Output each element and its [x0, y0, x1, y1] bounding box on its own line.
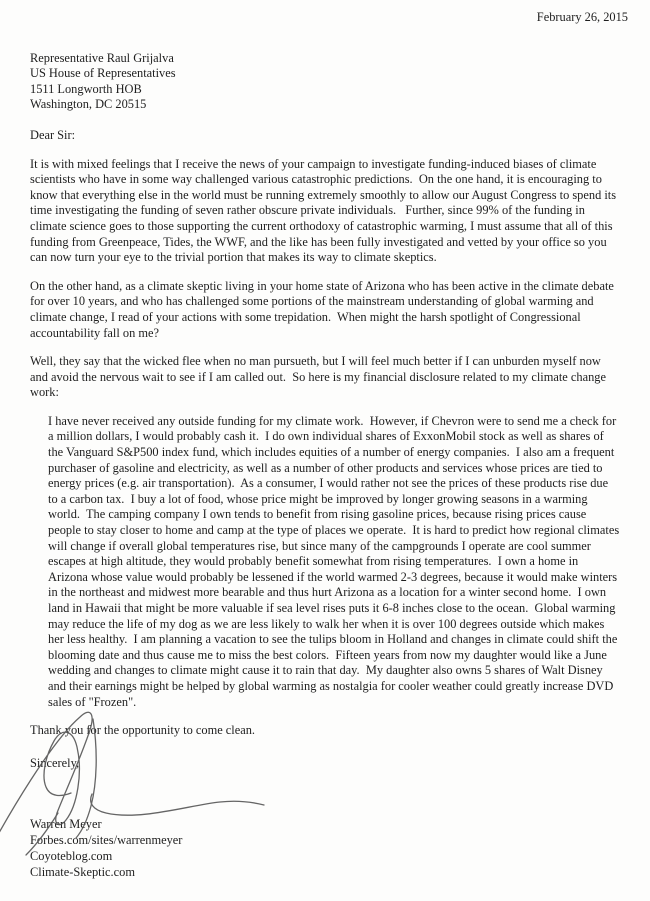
recipient-address-block — [30, 51, 650, 113]
body-paragraph-2: On the other hand, as a climate skeptic living in your home state of Arizona who has been active in the climate debate for over 10 years, and who has challenged some portions of the mainstream understanding of global warming and climate change, I read of your actions with some trepidation. When might the harsh spotlight of Congressional accountability fall on me? — [30, 278, 617, 340]
salutation: Dear Sir: — [30, 127, 76, 142]
letter-date: February 26, 2015 — [536, 10, 628, 24]
signer-link-climate-skeptic: Climate-Skeptic.com — [30, 864, 135, 879]
recipient-city: Washington, DC 20515 — [30, 97, 147, 112]
body-paragraph-1: It is with mixed feelings that I receive the news of your campaign to investigate funding-induced biases of climate scientists who have in some way challenged various catastrophic predictions. On the one hand, it is encouraging to know that everything else in the world must be running extremely smoothly to allow our August Congress to spend its time investigating the funding of seven rather obscure private individuals. Further, since 99% of the funding in climate science goes to those supporting the current orthodoxy of catastrophic warming, I must assume that all of this funding from Greenpeace, Tides, the WWF, and the like has been fully investigated and vetted by your office so you can now turn your eye to the trivial portion that makes its way to climate skeptics. — [30, 156, 620, 265]
recipient-street: 1511 Longworth HOB — [30, 81, 142, 96]
signer-link-coyoteblog: Coyoteblog.com — [30, 848, 113, 863]
letter-body — [0, 157, 650, 739]
recipient-name: Representative Raul Grijalva — [30, 50, 174, 65]
signer-name: Warren Meyer — [30, 817, 102, 832]
body-paragraph-3: Well, they say that the wicked flee when no man pursueth, but I will feel much better if I can unburden myself now and avoid the nervous wait to see if I am called out. So here is my financial disclosure related to my climate change work: — [30, 354, 610, 400]
signature-stroke-tail — [91, 794, 264, 815]
recipient-org: US House of Representatives — [30, 66, 176, 81]
closing-paragraph: Thank you for the opportunity to come clean. — [30, 723, 256, 738]
signer-link-forbes: Forbes.com/sites/warrenmeyer — [30, 833, 183, 848]
signer-block — [30, 817, 620, 880]
valediction: Sincerely, — [30, 755, 80, 770]
disclosure-paragraph: I have never received any outside funding for my climate work. However, if Chevron were to send me a check for a million dollars, I would probably cash it. I do own individual shares of ExxonMobil stock as well as shares of the Vanguard S&P500 index fund, which includes equities of a number of energy companies. I also am a frequent purchaser of gasoline and electricity, as well as a number of other products and services whose prices are tied to energy prices (e.g. air transportation). As a consumer, I would rather not see the prices of these products rise due to a carbon tax. I buy a lot of food, whose price might be improved by longer growing seasons in a warming world. The camping company I own tends to benefit from rising gasoline prices, because rising prices cause people to stay closer to home and camp at the type of places we operate. It is hard to predict how regional climates will change if overall global temperatures rise, but since many of the campgrounds I operate are cool summer escapes at high altitude, they would probably benefit somewhat from rising temperatures. I own a home in Arizona whose value would probably be lessened if the world warmed 2-3 degrees, because it would make winters in the northeast and midwest more bearable and thus hurt Arizona as a location for a winter second home. I own land in Hawaii that might be more valuable if sea level rises puts it 6-8 inches close to the ocean. Global warming may reduce the life of my dog as we are less likely to walk her when it is over 100 degrees outside which makes her less healthy. I am planning a vacation to see the tulips bloom in Holland and changes in climate could shift the blooming date and thus cause me to miss the best colors. Fifteen years from now my daughter would like a June wedding and changes to climate might cause it to rain that day. My daughter also owns 5 shares of Walt Disney and their earnings might be helped by global warming as nostalgia for cooler weather could greatly increase DVD sales of "Frozen". — [48, 413, 623, 709]
